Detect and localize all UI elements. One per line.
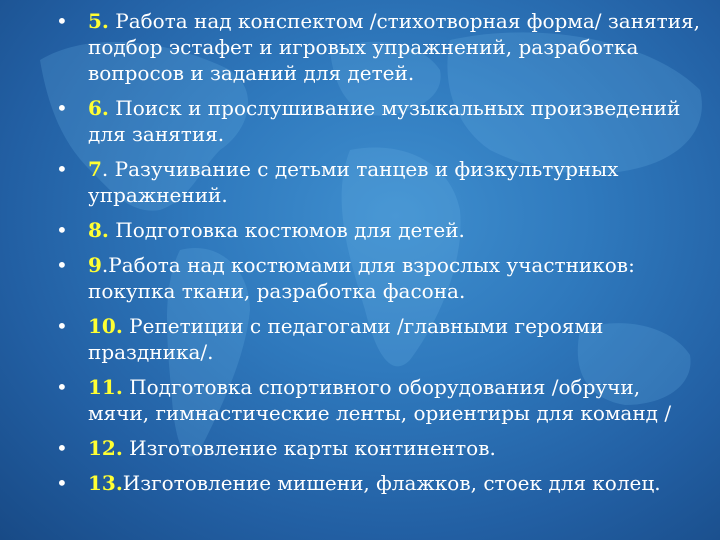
item-text: Изготовление карты континентов. [122,436,496,460]
list-item [56,252,706,304]
list-item [56,374,706,426]
item-text: .Работа над костюмами для взрослых участников: покупка ткани, разработка фасона. [88,253,635,303]
item-number: 11. [88,375,123,399]
bullet-icon: • [56,314,68,338]
bullet-icon: • [56,253,68,277]
item-text: Подготовка спортивного оборудования /обручи, мячи, гимнастические ленты, ориентиры для команд / [88,375,672,425]
item-text: Поиск и прослушивание музыкальных произведений для занятия. [88,96,681,146]
bullet-icon: • [56,9,68,33]
item-number: 13. [88,471,123,495]
task-list [56,8,706,505]
item-number: 5. [88,9,109,33]
item-number: 7 [88,157,102,181]
item-text: Работа над конспектом /стихотворная форма/ занятия, подбор эстафет и игровых упражнений, разработка вопросов и заданий для детей. [88,9,701,85]
bullet-icon: • [56,375,68,399]
item-text: Изготовление мишени, флажков, стоек для колец. [122,471,661,495]
item-text: Репетиции с педагогами /главными героями праздника/. [88,314,604,364]
item-number: 8. [88,218,109,242]
item-text: Подготовка костюмов для детей. [108,218,465,242]
bullet-icon: • [56,96,68,120]
list-item [56,435,706,461]
list-item [56,217,706,243]
list-item [56,156,706,208]
list-item [56,95,706,147]
list-item [56,8,706,86]
bullet-icon: • [56,157,68,181]
item-number: 6. [88,96,109,120]
bullet-icon: • [56,471,68,495]
bullet-icon: • [56,218,68,242]
list-item [56,470,706,496]
item-number: 10. [88,314,123,338]
bullet-icon: • [56,436,68,460]
item-number: 12. [88,436,123,460]
item-number: 9 [88,253,102,277]
item-text: . Разучивание с детьми танцев и физкультурных упражнений. [88,157,619,207]
list-item [56,313,706,365]
